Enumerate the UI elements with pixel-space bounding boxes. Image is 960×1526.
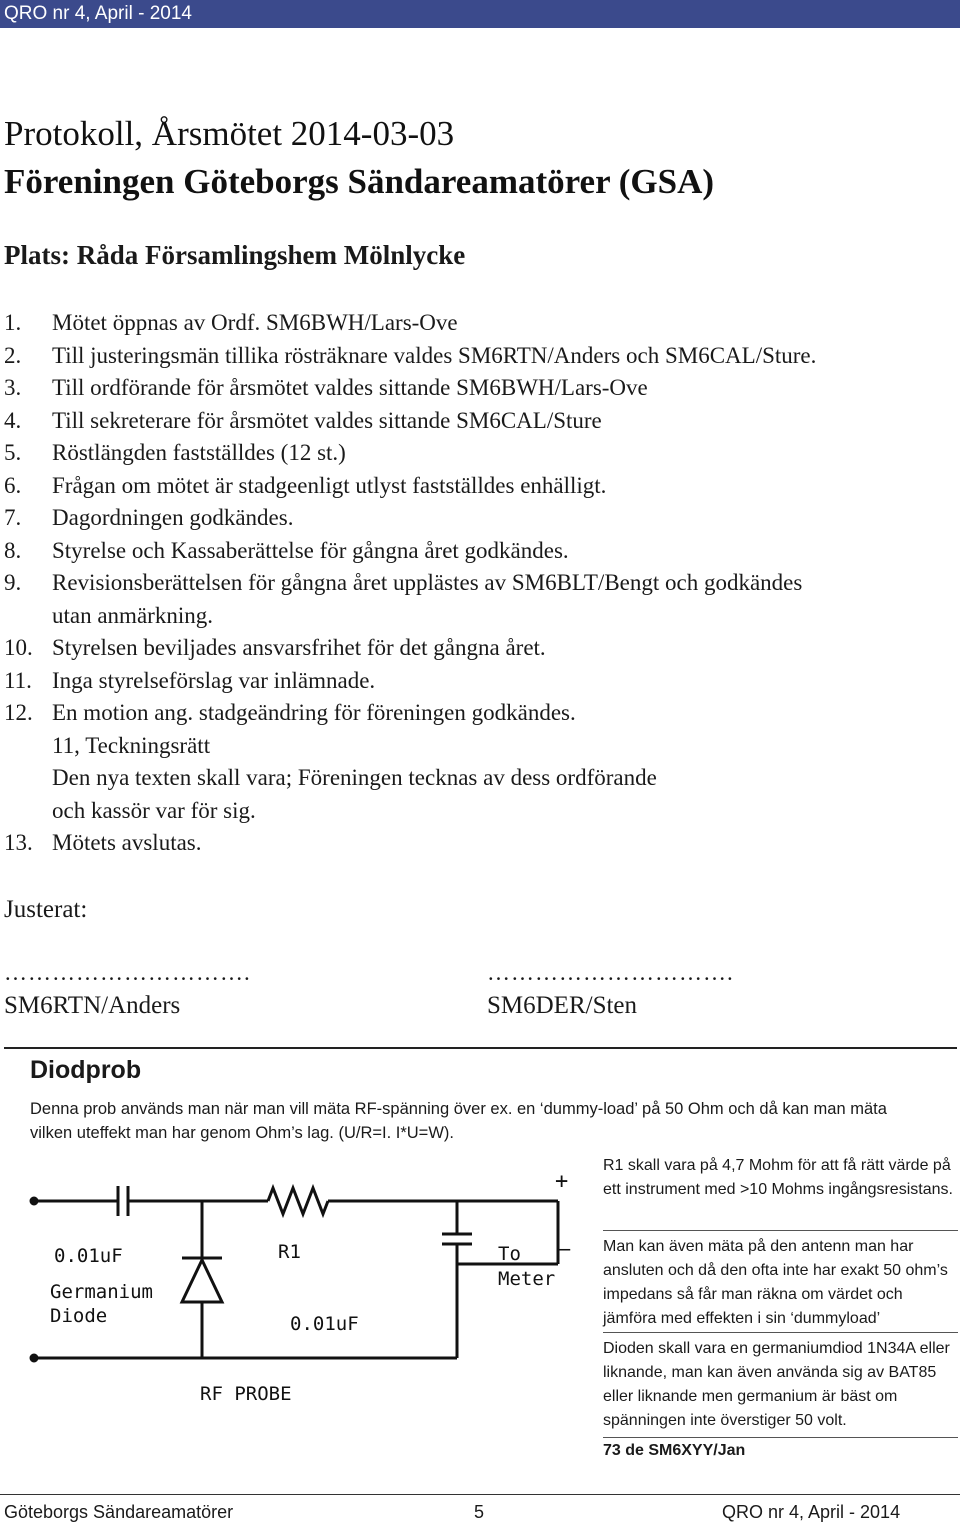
note-diode: Dioden skall vara en germaniumdiod 1N34A eller liknande, man kan även använda sig av BAT85 eller liknande men germanium är bäst om spänningen inte överstiger 50 volt.: [603, 1340, 950, 1429]
agenda-item-number: 9.: [4, 570, 22, 595]
section-divider: [4, 1047, 957, 1049]
cap1-label: 0.01uF: [54, 1245, 123, 1267]
minus-sign: –: [557, 1237, 571, 1262]
agenda-item-text: Mötet öppnas av Ordf. SM6BWH/Lars-Ove: [52, 310, 458, 335]
page-header-bar: [0, 0, 960, 28]
plus-sign: +: [555, 1169, 569, 1194]
agenda-item-number: 2.: [4, 342, 22, 368]
cap2-label: 0.01uF: [290, 1313, 359, 1335]
agenda-item-text: En motion ang. stadgeändring för föreningen godkändes.: [52, 700, 576, 725]
schematic-caption: RF PROBE: [200, 1383, 292, 1405]
footer-page-number: 5: [474, 1502, 485, 1522]
agenda-item-text: Dagordningen godkändes.: [52, 505, 294, 530]
note-separator: [603, 1437, 958, 1438]
diode-label: Germanium Diode: [50, 1281, 153, 1327]
agenda-item-number: 1.: [4, 310, 22, 335]
note-antenna: Man kan även mäta på den antenn man har ansluten och då den ofta inte har exakt 50 ohm’s impedans så får man räkna om värdet och jämföra med effekten i sin ‘dummyload’: [603, 1238, 948, 1327]
diodprob-intro: Denna prob används man när man vill mäta RF-spänning över ex. en ‘dummy-load’ på 50 Ohm och då kan man mäta vilken uteffekt man har genom Ohm’s lag. (U/R=I. I*U=W).: [30, 1100, 887, 1142]
agenda-item-number: 8.: [4, 537, 22, 563]
agenda-item-text: utan anmärkning.: [52, 602, 213, 628]
agenda-item-text: Mötets avslutas.: [52, 830, 202, 855]
agenda-item-text: Till ordförande för årsmötet valdes sittande SM6BWH/Lars-Ove: [52, 375, 648, 400]
agenda-item-text: Till sekreterare för årsmötet valdes sittande SM6CAL/Sture: [52, 407, 602, 433]
agenda-item-number: 3.: [4, 375, 22, 400]
signature-line-2: ………………………….: [487, 960, 734, 985]
agenda-item-text: och kassör var för sig.: [52, 797, 256, 823]
agenda-item-text: Styrelse och Kassaberättelse för gångna året godkändes.: [52, 537, 569, 563]
agenda-item-text: Styrelsen beviljades ansvarsfrihet för det gångna året.: [52, 635, 546, 660]
resistor-r1: [268, 1188, 328, 1214]
agenda-item-number: 13.: [4, 830, 33, 855]
footer-issue: QRO nr 4, April - 2014: [722, 1502, 901, 1522]
agenda-item-text: Revisionsberättelsen för gångna året upplästes av SM6BLT/Bengt och godkändes: [52, 570, 803, 595]
note-resistor: R1 skall vara på 4,7 Mohm för att få rätt värde på ett instrument med >10 Mohms ingångsresistans.: [603, 1157, 953, 1198]
header-issue-label: QRO nr 4, April - 2014: [4, 3, 192, 24]
agenda-item-text: Frågan om mötet är stadgeenligt utlyst fastställdes enhälligt.: [52, 472, 607, 498]
author-signoff: 73 de SM6XYY/Jan: [603, 1442, 746, 1459]
agenda-item-text: Röstlängden fastställdes (12 st.): [52, 440, 346, 465]
signature-line-1: ………………………….: [4, 960, 251, 985]
agenda-item-number: 12.: [4, 700, 33, 725]
signature-name-1: SM6RTN/Anders: [4, 992, 181, 1019]
agenda-item-text: Inga styrelseförslag var inlämnade.: [52, 667, 376, 693]
agenda-item-number: 10.: [4, 635, 33, 660]
agenda-item-number: 6.: [4, 472, 22, 498]
signature-name-2: SM6DER/Sten: [487, 992, 638, 1019]
agenda-item-number: 4.: [4, 407, 22, 433]
footer-publisher: Göteborgs Sändareamatörer: [4, 1502, 234, 1522]
diodprob-title: Diodprob: [30, 1056, 142, 1084]
agenda-item-text: Den nya texten skall vara; Föreningen tecknas av dess ordförande: [52, 765, 657, 790]
justerat-label: Justerat:: [4, 896, 88, 923]
protocol-title: Protokoll, Årsmötet 2014-03-03: [4, 114, 455, 153]
agenda-item-number: 11.: [4, 667, 32, 693]
meeting-place: Plats: Råda Församlingshem Mölnlycke: [4, 240, 466, 270]
meter-label: To Meter: [498, 1243, 556, 1290]
input-terminal: [31, 1198, 37, 1204]
protocol-organization: Föreningen Göteborgs Sändareamatörer (GSA): [4, 162, 715, 201]
note-separator: [603, 1230, 958, 1231]
agenda-item-text: Till justeringsmän tillika rösträknare valdes SM6RTN/Anders och SM6CAL/Sture.: [52, 342, 817, 368]
note-separator: [603, 1332, 958, 1333]
agenda-item-number: 7.: [4, 505, 22, 530]
diode-triangle: [182, 1260, 222, 1302]
footer-rule: [0, 1494, 960, 1495]
agenda-item-text: 11, Teckningsrätt: [52, 732, 211, 758]
rf-probe-schematic: [20, 1160, 590, 1410]
r1-label: R1: [278, 1241, 301, 1263]
ground-terminal: [31, 1355, 37, 1361]
agenda-item-number: 5.: [4, 440, 22, 465]
